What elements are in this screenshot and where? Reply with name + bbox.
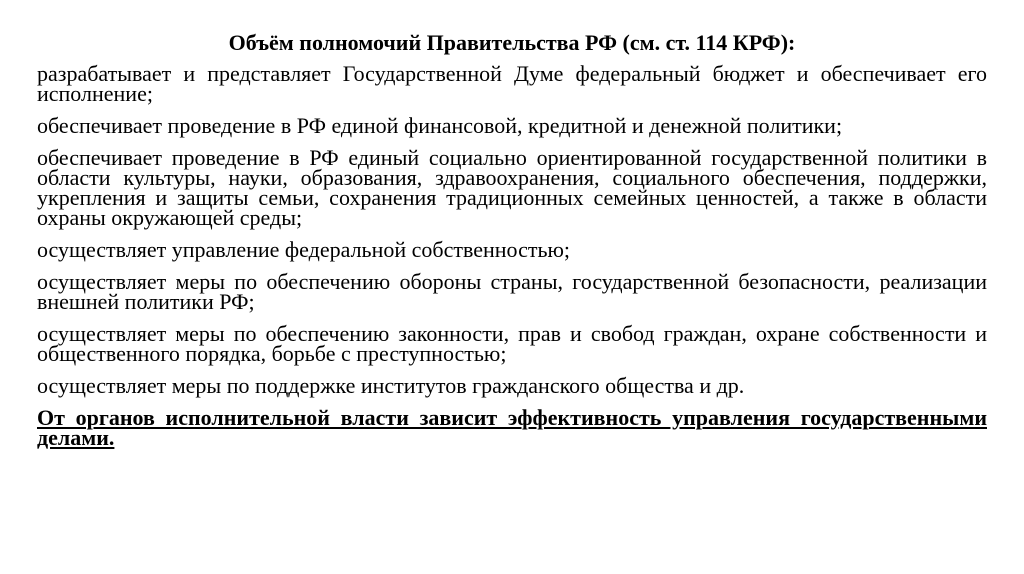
power-item-legality: осуществляет меры по обеспечению законности, прав и свобод граждан, охране собственности и общественного порядка, борьбе с преступностью; — [37, 321, 987, 366]
slide-title: Объём полномочий Правительства РФ (см. ст. 114 КРФ): — [228, 30, 796, 55]
power-item-financial-policy: обеспечивает проведение в РФ единой финансовой, кредитной и денежной политики; — [37, 113, 843, 138]
slide-content — [37, 30, 987, 448]
power-item-budget: разрабатывает и представляет Государственной Думе федеральный бюджет и обеспечивает его исполнение; — [37, 61, 987, 106]
power-item-federal-property: осуществляет управление федеральной собственностью; — [37, 237, 571, 262]
conclusion-statement: От органов исполнительной власти зависит эффективность управления государственными делами. — [37, 405, 987, 450]
power-item-defense: осуществляет меры по обеспечению обороны страны, государственной безопасности, реализации внешней политики РФ; — [37, 269, 987, 314]
power-item-civil-society: осуществляет меры по поддержке институтов гражданского общества и др. — [37, 373, 745, 398]
power-item-social-policy: обеспечивает проведение в РФ единый социально ориентированной государственной политики в области культуры, науки, образования, здравоохранения, социального обеспечения, поддержки, укрепления и защиты семьи, сохранения традиционных семейных ценностей, а также в области охраны окружающей среды; — [37, 145, 987, 230]
